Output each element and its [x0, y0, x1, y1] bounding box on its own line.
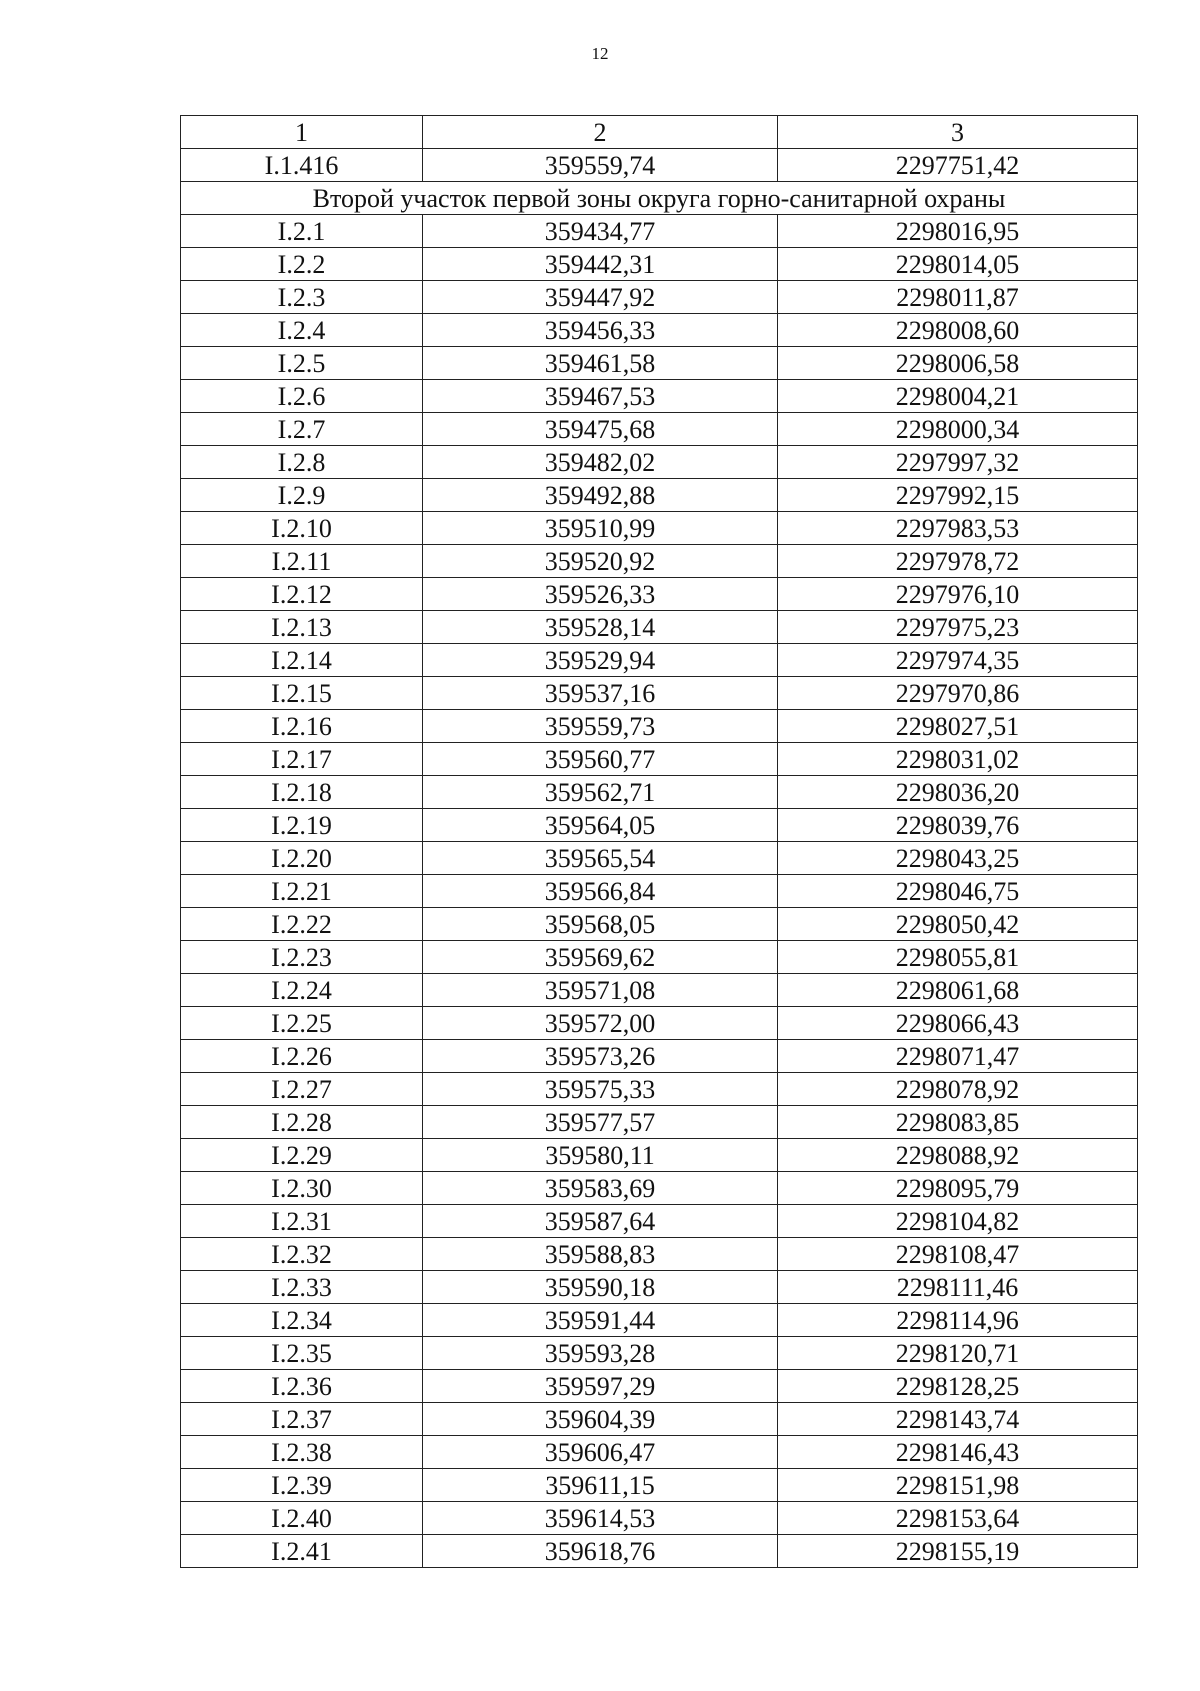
x-coordinate-cell: 359611,15	[423, 1469, 778, 1502]
y-coordinate-cell: 2298000,34	[778, 413, 1138, 446]
x-coordinate-cell: 359529,94	[423, 644, 778, 677]
point-id-cell: I.2.9	[181, 479, 423, 512]
point-id-cell: I.2.33	[181, 1271, 423, 1304]
point-id-cell: I.2.23	[181, 941, 423, 974]
y-coordinate-cell: 2298006,58	[778, 347, 1138, 380]
y-coordinate-cell: 2297970,86	[778, 677, 1138, 710]
header-cell-x: 2	[423, 116, 778, 149]
x-coordinate-cell: 359583,69	[423, 1172, 778, 1205]
point-id-cell: I.2.34	[181, 1304, 423, 1337]
x-coordinate-cell: 359571,08	[423, 974, 778, 1007]
x-coordinate-cell: 359475,68	[423, 413, 778, 446]
point-id-cell: I.2.31	[181, 1205, 423, 1238]
point-id-cell: I.2.1	[181, 215, 423, 248]
point-id-cell: I.2.12	[181, 578, 423, 611]
point-id-cell: I.2.35	[181, 1337, 423, 1370]
table-row	[181, 1073, 1138, 1106]
table-row	[181, 215, 1138, 248]
y-coordinate-cell: 2298027,51	[778, 710, 1138, 743]
table-row	[181, 908, 1138, 941]
x-coordinate-cell: 359537,16	[423, 677, 778, 710]
y-coordinate-cell: 2298104,82	[778, 1205, 1138, 1238]
x-coordinate-cell: 359591,44	[423, 1304, 778, 1337]
point-id-cell: I.2.29	[181, 1139, 423, 1172]
table-row	[181, 1040, 1138, 1073]
table-row	[181, 1304, 1138, 1337]
y-coordinate-cell: 2297976,10	[778, 578, 1138, 611]
x-coordinate-cell: 359572,00	[423, 1007, 778, 1040]
x-coordinate-cell: 359510,99	[423, 512, 778, 545]
table-row	[181, 776, 1138, 809]
y-coordinate-cell: 2298046,75	[778, 875, 1138, 908]
y-coordinate-cell: 2298011,87	[778, 281, 1138, 314]
table-row	[181, 248, 1138, 281]
point-id-cell: I.1.416	[181, 149, 423, 182]
y-coordinate-cell: 2298071,47	[778, 1040, 1138, 1073]
x-coordinate-cell: 359573,26	[423, 1040, 778, 1073]
y-coordinate-cell: 2298004,21	[778, 380, 1138, 413]
table-row	[181, 512, 1138, 545]
x-coordinate-cell: 359526,33	[423, 578, 778, 611]
section-row	[181, 182, 1138, 215]
page-number: 12	[591, 44, 609, 63]
table-row	[181, 413, 1138, 446]
table-row	[181, 1007, 1138, 1040]
y-coordinate-cell: 2297974,35	[778, 644, 1138, 677]
table-row	[181, 446, 1138, 479]
y-coordinate-cell: 2298111,46	[778, 1271, 1138, 1304]
point-id-cell: I.2.15	[181, 677, 423, 710]
point-id-cell: I.2.24	[181, 974, 423, 1007]
point-id-cell: I.2.21	[181, 875, 423, 908]
y-coordinate-cell: 2298083,85	[778, 1106, 1138, 1139]
point-id-cell: I.2.6	[181, 380, 423, 413]
point-id-cell: I.2.2	[181, 248, 423, 281]
x-coordinate-cell: 359614,53	[423, 1502, 778, 1535]
table-row	[181, 1469, 1138, 1502]
y-coordinate-cell: 2298014,05	[778, 248, 1138, 281]
table-row	[181, 1271, 1138, 1304]
y-coordinate-cell: 2298043,25	[778, 842, 1138, 875]
y-coordinate-cell: 2298061,68	[778, 974, 1138, 1007]
coordinates-table	[180, 115, 1138, 1568]
y-coordinate-cell: 2297751,42	[778, 149, 1138, 182]
point-id-cell: I.2.8	[181, 446, 423, 479]
point-id-cell: I.2.5	[181, 347, 423, 380]
point-id-cell: I.2.37	[181, 1403, 423, 1436]
x-coordinate-cell: 359434,77	[423, 215, 778, 248]
x-coordinate-cell: 359559,73	[423, 710, 778, 743]
point-id-cell: I.2.39	[181, 1469, 423, 1502]
table-row	[181, 1106, 1138, 1139]
y-coordinate-cell: 2298036,20	[778, 776, 1138, 809]
y-coordinate-cell: 2298078,92	[778, 1073, 1138, 1106]
table-row	[181, 347, 1138, 380]
y-coordinate-cell: 2298095,79	[778, 1172, 1138, 1205]
y-coordinate-cell: 2298143,74	[778, 1403, 1138, 1436]
table-row	[181, 842, 1138, 875]
x-coordinate-cell: 359588,83	[423, 1238, 778, 1271]
x-coordinate-cell: 359618,76	[423, 1535, 778, 1568]
point-id-cell: I.2.7	[181, 413, 423, 446]
table-row	[181, 149, 1138, 182]
y-coordinate-cell: 2298155,19	[778, 1535, 1138, 1568]
point-id-cell: I.2.16	[181, 710, 423, 743]
x-coordinate-cell: 359580,11	[423, 1139, 778, 1172]
table-row	[181, 479, 1138, 512]
point-id-cell: I.2.22	[181, 908, 423, 941]
y-coordinate-cell: 2298016,95	[778, 215, 1138, 248]
table-row	[181, 1502, 1138, 1535]
x-coordinate-cell: 359492,88	[423, 479, 778, 512]
point-id-cell: I.2.27	[181, 1073, 423, 1106]
x-coordinate-cell: 359560,77	[423, 743, 778, 776]
x-coordinate-cell: 359569,62	[423, 941, 778, 974]
y-coordinate-cell: 2298008,60	[778, 314, 1138, 347]
x-coordinate-cell: 359593,28	[423, 1337, 778, 1370]
table-row	[181, 281, 1138, 314]
point-id-cell: I.2.25	[181, 1007, 423, 1040]
point-id-cell: I.2.38	[181, 1436, 423, 1469]
x-coordinate-cell: 359587,64	[423, 1205, 778, 1238]
table-row	[181, 1436, 1138, 1469]
point-id-cell: I.2.13	[181, 611, 423, 644]
x-coordinate-cell: 359447,92	[423, 281, 778, 314]
y-coordinate-cell: 2297983,53	[778, 512, 1138, 545]
table-row	[181, 1139, 1138, 1172]
table-row	[181, 743, 1138, 776]
x-coordinate-cell: 359562,71	[423, 776, 778, 809]
point-id-cell: I.2.41	[181, 1535, 423, 1568]
table-row	[181, 644, 1138, 677]
y-coordinate-cell: 2297975,23	[778, 611, 1138, 644]
y-coordinate-cell: 2298088,92	[778, 1139, 1138, 1172]
table-row	[181, 1403, 1138, 1436]
x-coordinate-cell: 359604,39	[423, 1403, 778, 1436]
point-id-cell: I.2.11	[181, 545, 423, 578]
header-cell-y: 3	[778, 116, 1138, 149]
table-row	[181, 545, 1138, 578]
y-coordinate-cell: 2298128,25	[778, 1370, 1138, 1403]
header-cell-point: 1	[181, 116, 423, 149]
section-title: Второй участок первой зоны округа горно-санитарной охраны	[181, 182, 1138, 215]
y-coordinate-cell: 2298146,43	[778, 1436, 1138, 1469]
y-coordinate-cell: 2298120,71	[778, 1337, 1138, 1370]
point-id-cell: I.2.10	[181, 512, 423, 545]
coordinates-table-body	[181, 116, 1138, 1568]
point-id-cell: I.2.17	[181, 743, 423, 776]
x-coordinate-cell: 359442,31	[423, 248, 778, 281]
point-id-cell: I.2.14	[181, 644, 423, 677]
table-row	[181, 611, 1138, 644]
y-coordinate-cell: 2298114,96	[778, 1304, 1138, 1337]
y-coordinate-cell: 2298151,98	[778, 1469, 1138, 1502]
x-coordinate-cell: 359456,33	[423, 314, 778, 347]
x-coordinate-cell: 359590,18	[423, 1271, 778, 1304]
point-id-cell: I.2.18	[181, 776, 423, 809]
header-row	[181, 116, 1138, 149]
y-coordinate-cell: 2297978,72	[778, 545, 1138, 578]
x-coordinate-cell: 359461,58	[423, 347, 778, 380]
table-row	[181, 809, 1138, 842]
x-coordinate-cell: 359575,33	[423, 1073, 778, 1106]
point-id-cell: I.2.30	[181, 1172, 423, 1205]
x-coordinate-cell: 359482,02	[423, 446, 778, 479]
x-coordinate-cell: 359568,05	[423, 908, 778, 941]
point-id-cell: I.2.19	[181, 809, 423, 842]
table-row	[181, 677, 1138, 710]
table-row	[181, 1337, 1138, 1370]
point-id-cell: I.2.36	[181, 1370, 423, 1403]
x-coordinate-cell: 359528,14	[423, 611, 778, 644]
x-coordinate-cell: 359565,54	[423, 842, 778, 875]
y-coordinate-cell: 2297992,15	[778, 479, 1138, 512]
table-row	[181, 380, 1138, 413]
point-id-cell: I.2.40	[181, 1502, 423, 1535]
table-row	[181, 1370, 1138, 1403]
point-id-cell: I.2.26	[181, 1040, 423, 1073]
y-coordinate-cell: 2298050,42	[778, 908, 1138, 941]
point-id-cell: I.2.32	[181, 1238, 423, 1271]
point-id-cell: I.2.28	[181, 1106, 423, 1139]
table-row	[181, 974, 1138, 1007]
y-coordinate-cell: 2298039,76	[778, 809, 1138, 842]
x-coordinate-cell: 359467,53	[423, 380, 778, 413]
table-row	[181, 710, 1138, 743]
table-row	[181, 578, 1138, 611]
table-row	[181, 941, 1138, 974]
table-row	[181, 1238, 1138, 1271]
point-id-cell: I.2.3	[181, 281, 423, 314]
x-coordinate-cell: 359564,05	[423, 809, 778, 842]
table-row	[181, 1535, 1138, 1568]
point-id-cell: I.2.20	[181, 842, 423, 875]
y-coordinate-cell: 2297997,32	[778, 446, 1138, 479]
point-id-cell: I.2.4	[181, 314, 423, 347]
x-coordinate-cell: 359559,74	[423, 149, 778, 182]
y-coordinate-cell: 2298066,43	[778, 1007, 1138, 1040]
y-coordinate-cell: 2298108,47	[778, 1238, 1138, 1271]
y-coordinate-cell: 2298153,64	[778, 1502, 1138, 1535]
x-coordinate-cell: 359566,84	[423, 875, 778, 908]
x-coordinate-cell: 359606,47	[423, 1436, 778, 1469]
y-coordinate-cell: 2298055,81	[778, 941, 1138, 974]
table-row	[181, 1205, 1138, 1238]
x-coordinate-cell: 359577,57	[423, 1106, 778, 1139]
table-row	[181, 875, 1138, 908]
table-row	[181, 314, 1138, 347]
table-row	[181, 1172, 1138, 1205]
y-coordinate-cell: 2298031,02	[778, 743, 1138, 776]
x-coordinate-cell: 359597,29	[423, 1370, 778, 1403]
x-coordinate-cell: 359520,92	[423, 545, 778, 578]
